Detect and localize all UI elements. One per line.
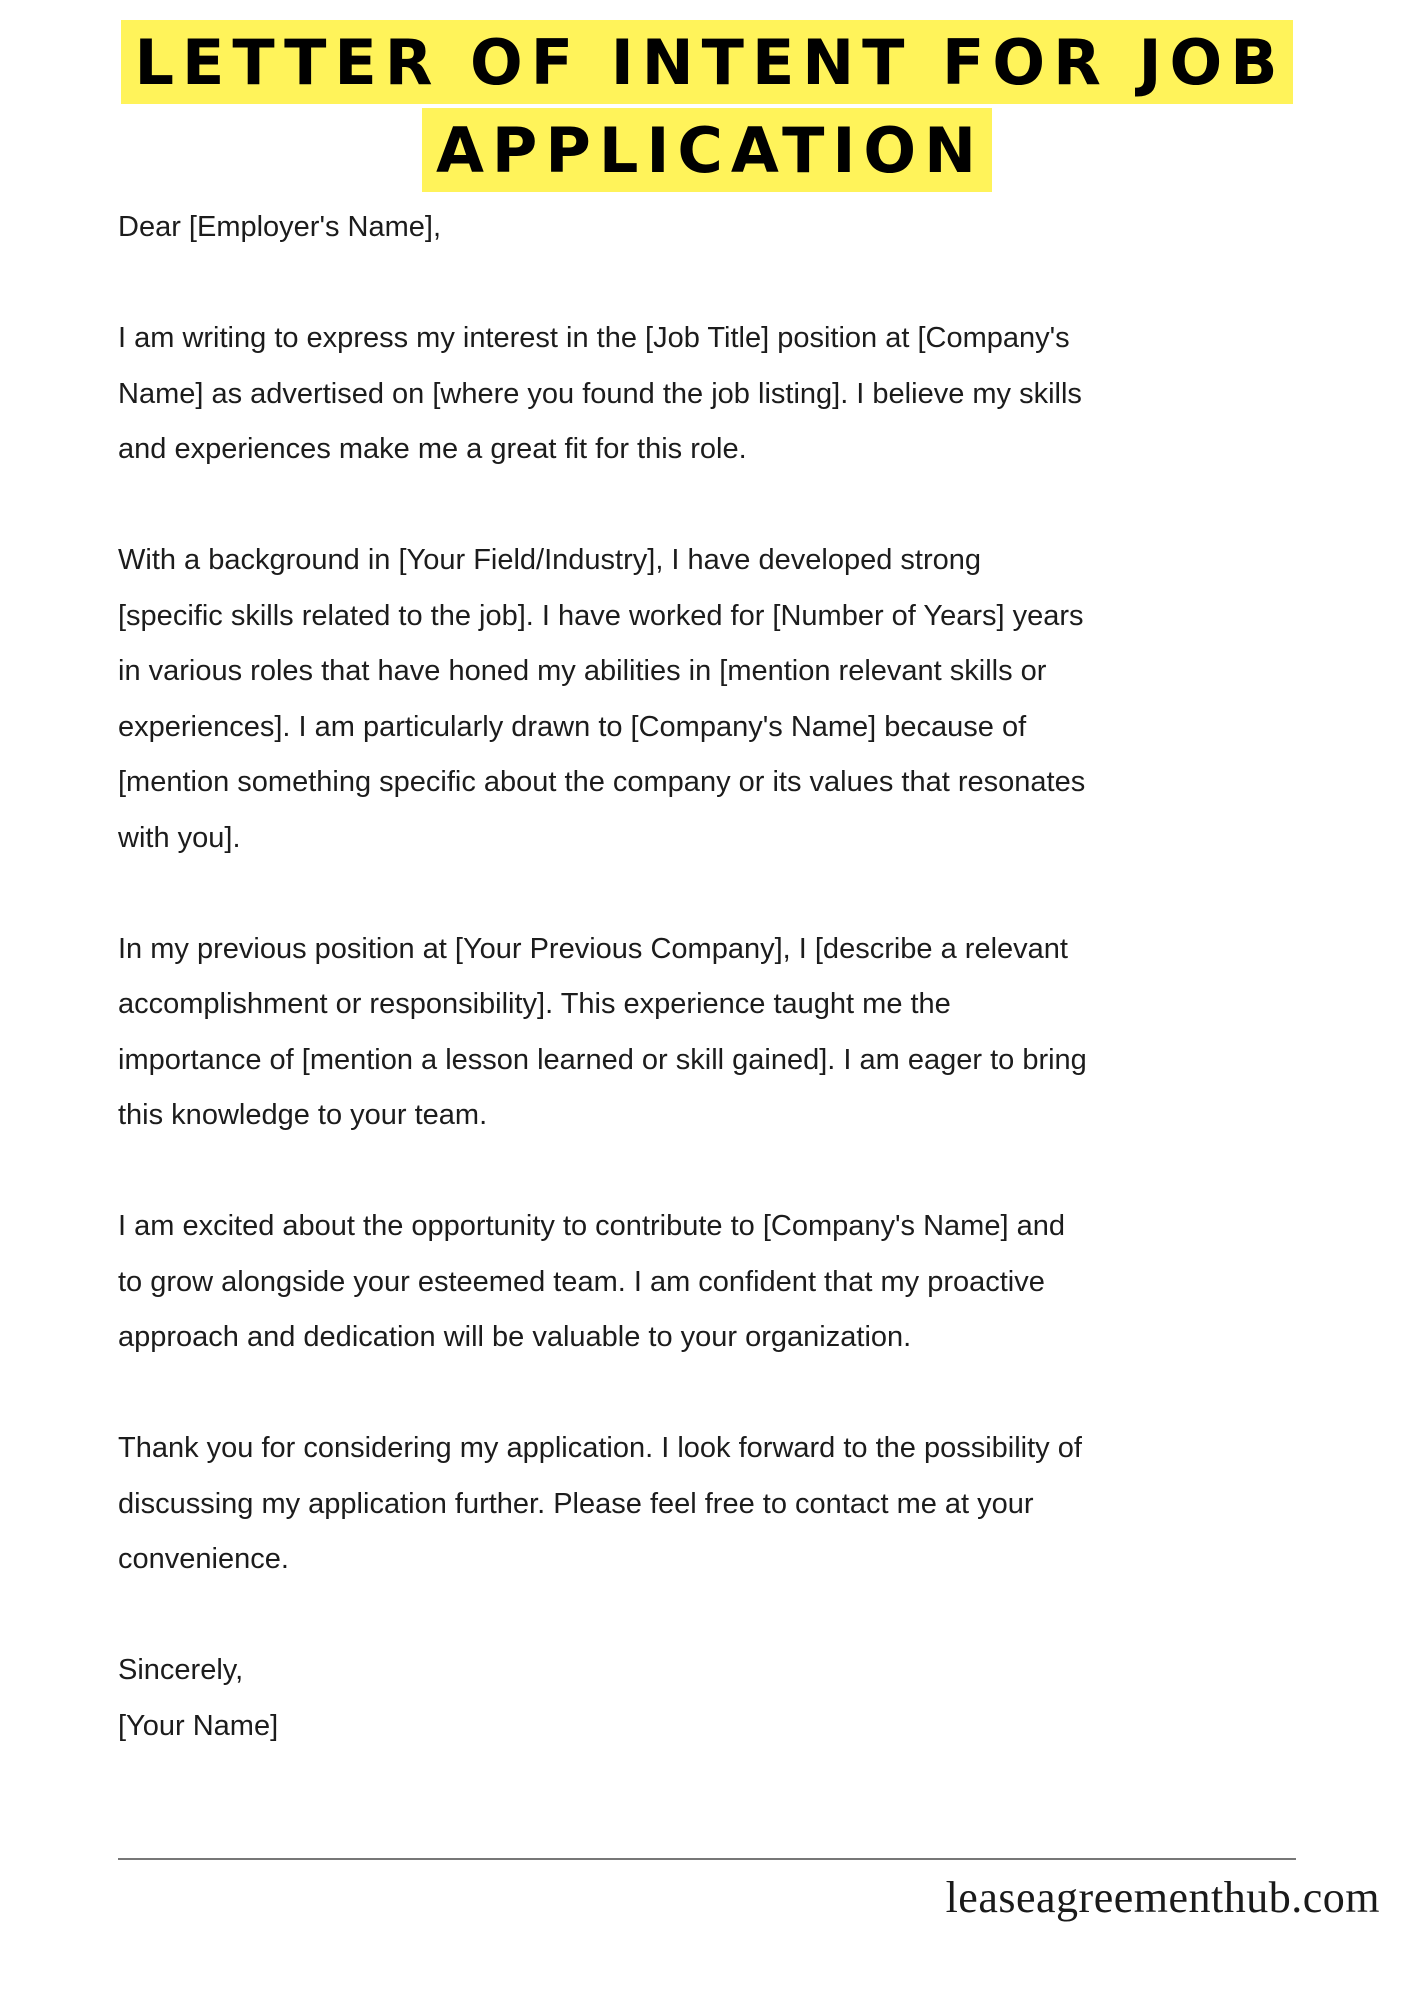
document-title: [0, 20, 1414, 192]
text-line: approach and dedication will be valuable to your organization.: [118, 1321, 912, 1353]
text-line: [specific skills related to the job]. I have worked for [Number of Years] years: [118, 599, 1084, 632]
letter-body: [118, 200, 1318, 1810]
text-line: and experiences make me a great fit for this role.: [118, 433, 747, 465]
paragraph-experience: [118, 922, 1318, 1144]
text-line: With a background in [Your Field/Industry], I have developed strong: [118, 544, 981, 576]
paragraph-thanks: [118, 1421, 1318, 1588]
text-line: accomplishment or responsibility]. This experience taught me the: [118, 988, 951, 1020]
text-line: Name] as advertised on [where you found the job listing]. I believe my skills: [118, 377, 1082, 410]
text-line: I am writing to express my interest in the [Job Title] position at [Company's: [118, 322, 1070, 354]
paragraph-background: [118, 533, 1318, 866]
paragraph-enthusiasm: [118, 1199, 1318, 1366]
footer-divider: [118, 1858, 1296, 1860]
salutation: [118, 200, 1318, 256]
text-line: convenience.: [118, 1543, 289, 1575]
text-line: this knowledge to your team.: [118, 1099, 488, 1131]
text-line: to grow alongside your esteemed team. I am confident that my proactive: [118, 1265, 1045, 1298]
text-line: experiences]. I am particularly drawn to [Company's Name] because of: [118, 710, 1027, 743]
title-line-2: APPLICATION: [422, 108, 992, 192]
text-line: [mention something specific about the company or its values that resonates: [118, 766, 1086, 798]
sign-off: [118, 1643, 1318, 1754]
signature-name: [Your Name]: [118, 1709, 279, 1742]
text-line: In my previous position at [Your Previous Company], I [describe a relevant: [118, 932, 1068, 965]
salutation-text: Dear [Employer's Name],: [118, 211, 442, 243]
text-line: importance of [mention a lesson learned or skill gained]. I am eager to bring: [118, 1043, 1087, 1076]
closing: Sincerely,: [118, 1654, 244, 1686]
text-line: I am excited about the opportunity to contribute to [Company's Name] and: [118, 1210, 1065, 1242]
text-line: in various roles that have honed my abilities in [mention relevant skills or: [118, 655, 1047, 687]
footer-brand: leaseagreementhub.com: [945, 1873, 1380, 1922]
text-line: discussing my application further. Please feel free to contact me at your: [118, 1487, 1034, 1520]
text-line: Thank you for considering my application. I look forward to the possibility of: [118, 1432, 1082, 1464]
title-line-1: LETTER OF INTENT FOR JOB: [121, 20, 1294, 104]
paragraph-intro: [118, 311, 1318, 478]
text-line: with you].: [118, 821, 241, 854]
